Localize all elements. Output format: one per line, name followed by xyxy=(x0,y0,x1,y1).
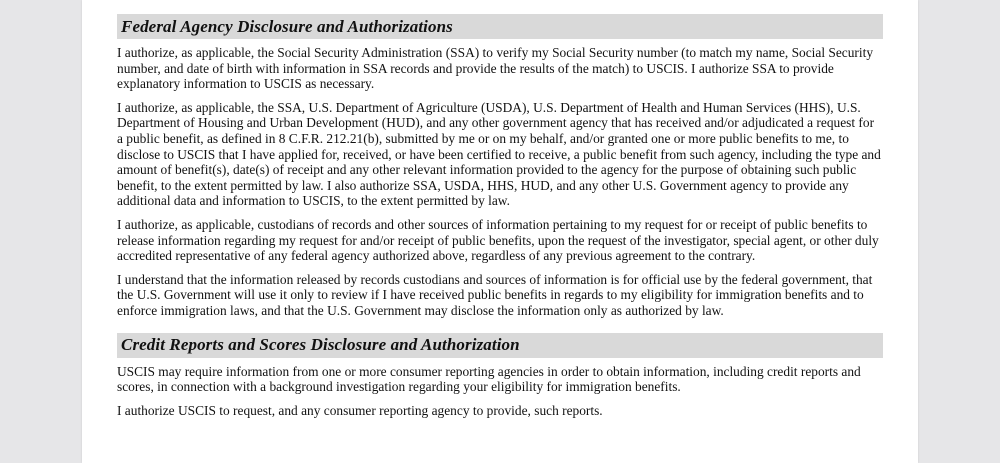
section-header-federal-agency xyxy=(117,14,883,39)
document-page xyxy=(82,0,918,463)
paragraph-custodians-release: I authorize, as applicable, custodians of records and other sources of information pertaining to my request for or receipt of public benefits to release information regarding my request for and/or receipt of public benefits, upon the request of the investigator, special agent, or other duly accredited representative of any federal agency authorized above, regardless of any previous agreement to the contrary. xyxy=(117,216,879,264)
paragraph-official-use: I understand that the information released by records custodians and sources of information is for official use by the federal government, that the U.S. Government will use it only to review if I have received public benefits in regards to my eligibility for immigration benefits and to enforce immigration laws, and that the U.S. Government may disclose the information only as authorized by law. xyxy=(117,271,873,318)
section-header-credit-reports xyxy=(117,333,883,358)
paragraph-agency-disclosure: I authorize, as applicable, the SSA, U.S. Department of Agriculture (USDA), U.S. Department of Health and Human Services (HHS), U.S. Department of Housing and Urban Development (HUD), and any other government agency that has received and/or adjudicated a request for a public benefit, as defined in 8 C.F.R. 212.21(b), submitted by me or on my behalf, and/or granted one or more public benefits to me, to disclose to USCIS that I have applied for, received, or have been certified to receive, a public benefit from such agency, including the type and amount of benefit(s), date(s) of receipt and any other relevant information provided to the agency for the purpose of obtaining such public benefit, to the extent permitted by law. I also authorize SSA, USDA, HHS, HUD, and any other U.S. Government agency to provide any additional data and information to USCIS, to the extent permitted by law. xyxy=(117,99,881,209)
section-title: Credit Reports and Scores Disclosure and Authorization xyxy=(121,335,520,355)
paragraph-authorize-reports: I authorize USCIS to request, and any consumer reporting agency to provide, such reports. xyxy=(117,402,603,418)
paragraph-consumer-reporting: USCIS may require information from one or more consumer reporting agencies in order to obtain information, including credit reports and scores, in connection with a background investigation regarding your eligibility for immigration benefits. xyxy=(117,363,861,395)
section-title: Federal Agency Disclosure and Authorizations xyxy=(121,16,453,36)
page-content xyxy=(117,14,883,426)
paragraph-ssa-verification: I authorize, as applicable, the Social Security Administration (SSA) to verify my Social Security number (to match my name, Social Security number, and date of birth with information in SSA records and provide the results of the match) to USCIS. I authorize SSA to provide explanatory information to USCIS as necessary. xyxy=(117,45,874,92)
